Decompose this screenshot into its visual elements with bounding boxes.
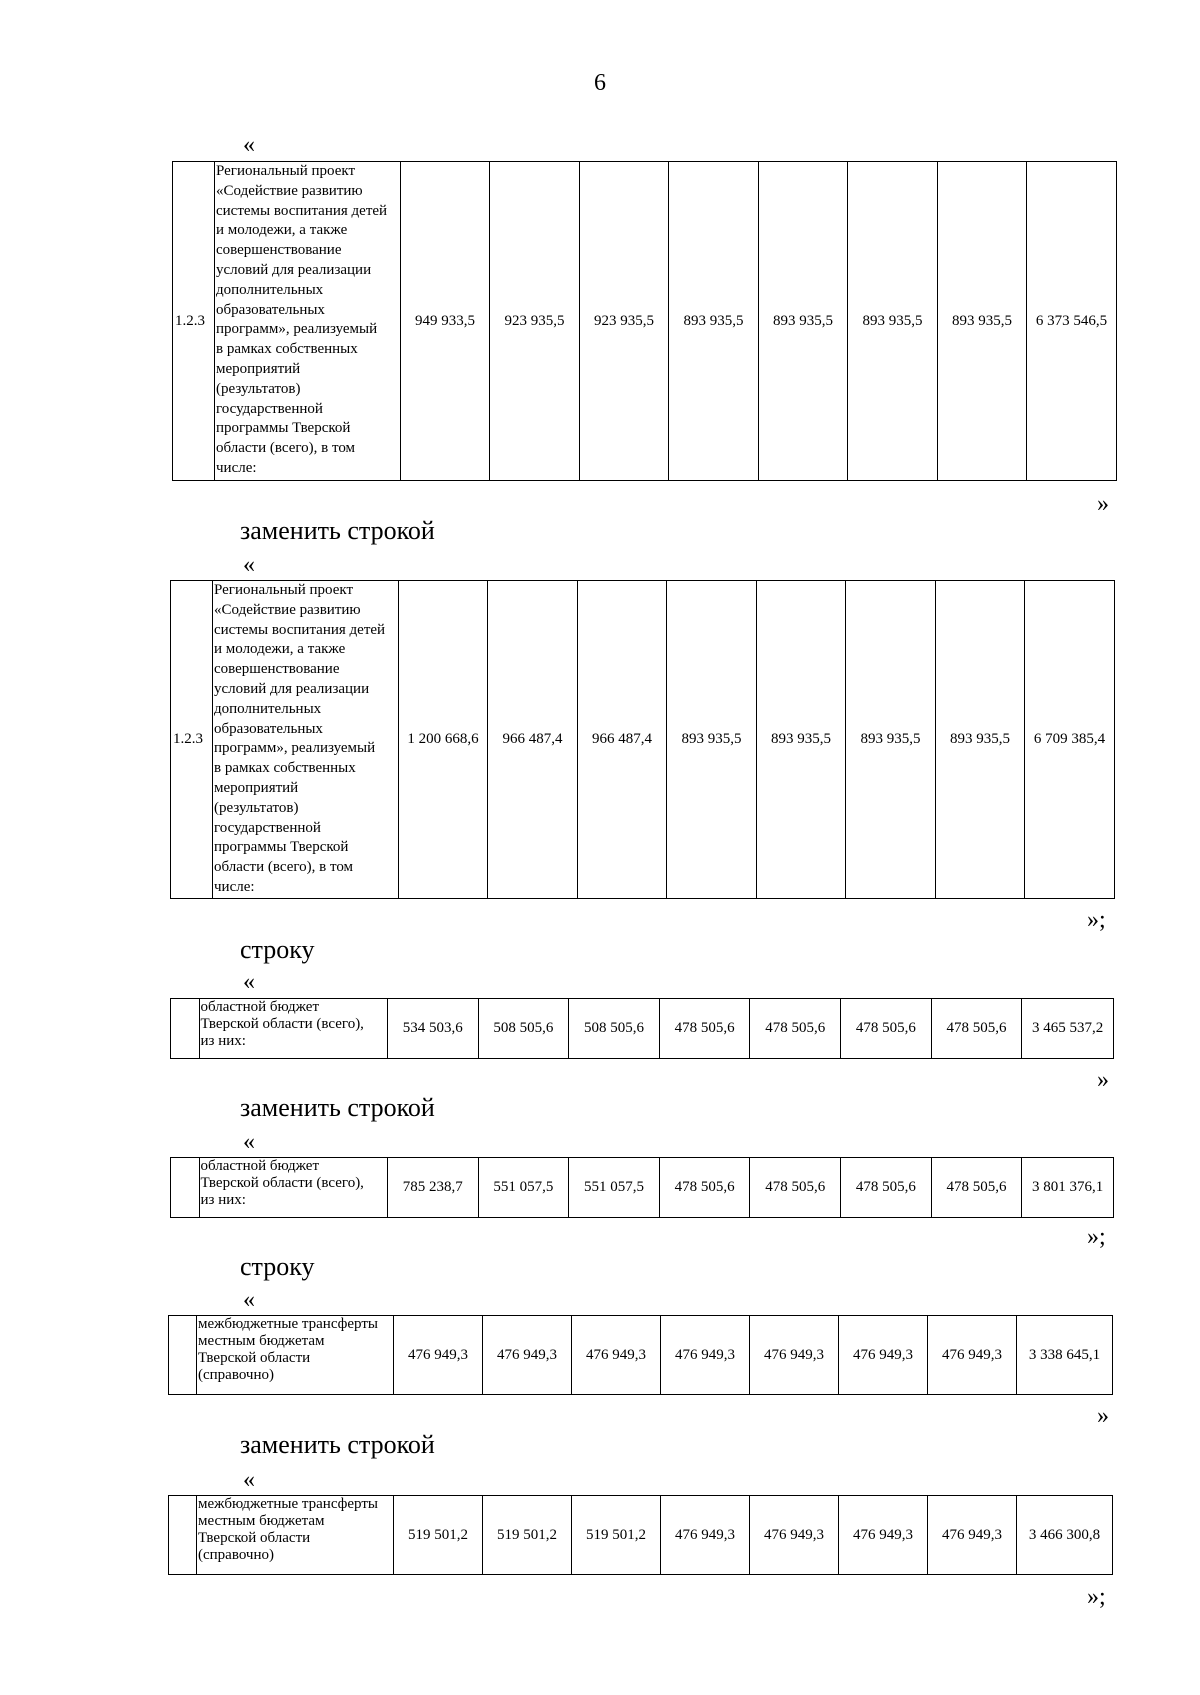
close-quote: » [1097,1403,1109,1429]
row-label-cell [199,999,387,1059]
value-cell: 1 200 668,6 [399,581,488,899]
table-row [171,999,1114,1059]
label-line: совершенствование [216,242,342,259]
replace-heading: заменить строкой [240,1093,435,1122]
value-cell: 478 505,6 [931,999,1022,1059]
value-cell: 476 949,3 [839,1316,928,1395]
value-cell: 478 505,6 [659,1158,750,1218]
label-line: из них: [200,1033,246,1049]
label-line: совершенствование [214,661,340,678]
close-quote-semicolon: »; [1087,907,1106,933]
label-line: государственной [214,819,321,836]
label-line: в рамках собственных [214,760,356,777]
label-line: условий для реализации [214,680,370,697]
label-line: «Содействие развитию [216,182,363,199]
value-cell: 966 487,4 [488,581,578,899]
table-replacement-row [170,580,1115,899]
label-line: дополнительных [216,281,324,298]
table-original-row [170,998,1114,1059]
value-cell: 476 949,3 [928,1496,1017,1575]
value-cell: 508 505,6 [478,999,569,1059]
replace-heading: заменить строкой [240,516,435,545]
label-line: Региональный проект [216,163,356,179]
label-line: областной бюджет [200,999,320,1015]
value-cell: 478 505,6 [659,999,750,1059]
value-cell: 476 949,3 [661,1316,750,1395]
value-cell: 478 505,6 [841,1158,932,1218]
table-row [169,1496,1113,1575]
label-line: Тверской области (всего), [200,1016,364,1032]
value-cell: 893 935,5 [759,162,848,481]
row-number-cell [169,1496,197,1575]
label-line: мероприятий [214,779,299,796]
label-line: (справочно) [198,1547,274,1563]
row-label-cell [199,1158,387,1218]
total-value-cell: 3 466 300,8 [1017,1496,1113,1575]
label-line: (результатов) [216,380,301,397]
label-line: дополнительных [214,700,322,717]
value-cell: 966 487,4 [578,581,667,899]
table-original-row [172,161,1117,481]
table-row [169,1316,1113,1395]
label-line: межбюджетные трансферты [198,1316,378,1332]
value-cell: 785 238,7 [387,1158,478,1218]
value-cell: 476 949,3 [750,1496,839,1575]
value-cell: 519 501,2 [483,1496,572,1575]
value-cell: 478 505,6 [750,999,841,1059]
value-cell: 893 935,5 [938,162,1027,481]
page-number: 6 [594,70,606,96]
value-cell: 893 935,5 [757,581,846,899]
label-line: программы Тверской [214,839,349,856]
label-line: системы воспитания детей [214,621,386,638]
value-cell: 476 949,3 [572,1316,661,1395]
value-cell: 508 505,6 [569,999,660,1059]
close-quote-semicolon: »; [1087,1584,1106,1610]
value-cell: 534 503,6 [387,999,478,1059]
open-quote: « [243,552,255,578]
label-line: межбюджетные трансферты [198,1496,378,1512]
row-number-cell [169,1316,197,1395]
label-line: областной бюджет [200,1158,320,1174]
total-value-cell: 6 709 385,4 [1025,581,1115,899]
value-cell: 476 949,3 [839,1496,928,1575]
label-line: числе: [214,878,255,895]
row-heading: строку [240,1252,315,1281]
row-heading: строку [240,935,315,964]
row-label-cell [215,162,401,481]
label-line: Тверской области [198,1350,311,1366]
open-quote: « [243,132,255,158]
label-line: образовательных [216,301,325,318]
value-cell: 893 935,5 [848,162,938,481]
open-quote: « [243,1129,255,1155]
open-quote: « [243,1287,255,1313]
value-cell: 476 949,3 [928,1316,1017,1395]
label-line: «Содействие развитию [214,601,361,618]
label-line: (справочно) [198,1367,274,1383]
value-cell: 476 949,3 [661,1496,750,1575]
value-cell: 893 935,5 [936,581,1025,899]
label-line: в рамках собственных [216,341,358,358]
row-number-cell: 1.2.3 [173,162,215,481]
label-line: (результатов) [214,799,299,816]
row-label-cell [213,581,399,899]
replace-heading: заменить строкой [240,1430,435,1459]
label-line: местным бюджетам [198,1333,325,1349]
close-quote-semicolon: »; [1087,1224,1106,1250]
close-quote: » [1097,491,1109,517]
open-quote: « [243,1467,255,1493]
value-cell: 519 501,2 [572,1496,661,1575]
total-value-cell: 3 465 537,2 [1022,999,1114,1059]
value-cell: 476 949,3 [750,1316,839,1395]
label-line: Тверской области (всего), [200,1175,364,1191]
row-number-cell [171,1158,200,1218]
value-cell: 893 935,5 [667,581,757,899]
value-cell: 519 501,2 [394,1496,483,1575]
value-cell: 923 935,5 [580,162,669,481]
value-cell: 478 505,6 [931,1158,1022,1218]
row-label-cell [197,1496,394,1575]
label-line: программ», реализуемый [214,740,376,757]
table-row [173,162,1117,481]
table-original-row [168,1315,1113,1395]
total-value-cell: 6 373 546,5 [1027,162,1117,481]
total-value-cell: 3 338 645,1 [1017,1316,1113,1395]
table-replacement-row [170,1157,1114,1218]
label-line: Тверской области [198,1530,311,1546]
table-replacement-row [168,1495,1113,1575]
label-line: образовательных [214,720,323,737]
row-label-cell [197,1316,394,1395]
label-line: условий для реализации [216,261,372,278]
table-row [171,1158,1114,1218]
label-line: Региональный проект [214,582,354,598]
row-number-cell: 1.2.3 [171,581,213,899]
total-value-cell: 3 801 376,1 [1022,1158,1114,1218]
value-cell: 478 505,6 [841,999,932,1059]
value-cell: 893 935,5 [846,581,936,899]
label-line: мероприятий [216,360,301,377]
label-line: государственной [216,400,323,417]
label-line: системы воспитания детей [216,202,388,219]
label-line: и молодежи, а также [214,641,346,658]
label-line: из них: [200,1192,246,1208]
value-cell: 893 935,5 [669,162,759,481]
value-cell: 551 057,5 [478,1158,569,1218]
row-number-cell [171,999,200,1059]
label-line: области (всего), в том [216,440,356,457]
value-cell: 476 949,3 [394,1316,483,1395]
close-quote: » [1097,1067,1109,1093]
value-cell: 551 057,5 [569,1158,660,1218]
value-cell: 476 949,3 [483,1316,572,1395]
label-line: числе: [216,459,257,476]
value-cell: 478 505,6 [750,1158,841,1218]
label-line: программ», реализуемый [216,321,378,338]
table-row [171,581,1115,899]
label-line: местным бюджетам [198,1513,325,1529]
label-line: области (всего), в том [214,859,354,876]
value-cell: 949 933,5 [401,162,490,481]
label-line: программы Тверской [216,420,351,437]
open-quote: « [243,969,255,995]
label-line: и молодежи, а также [216,222,348,239]
value-cell: 923 935,5 [490,162,580,481]
